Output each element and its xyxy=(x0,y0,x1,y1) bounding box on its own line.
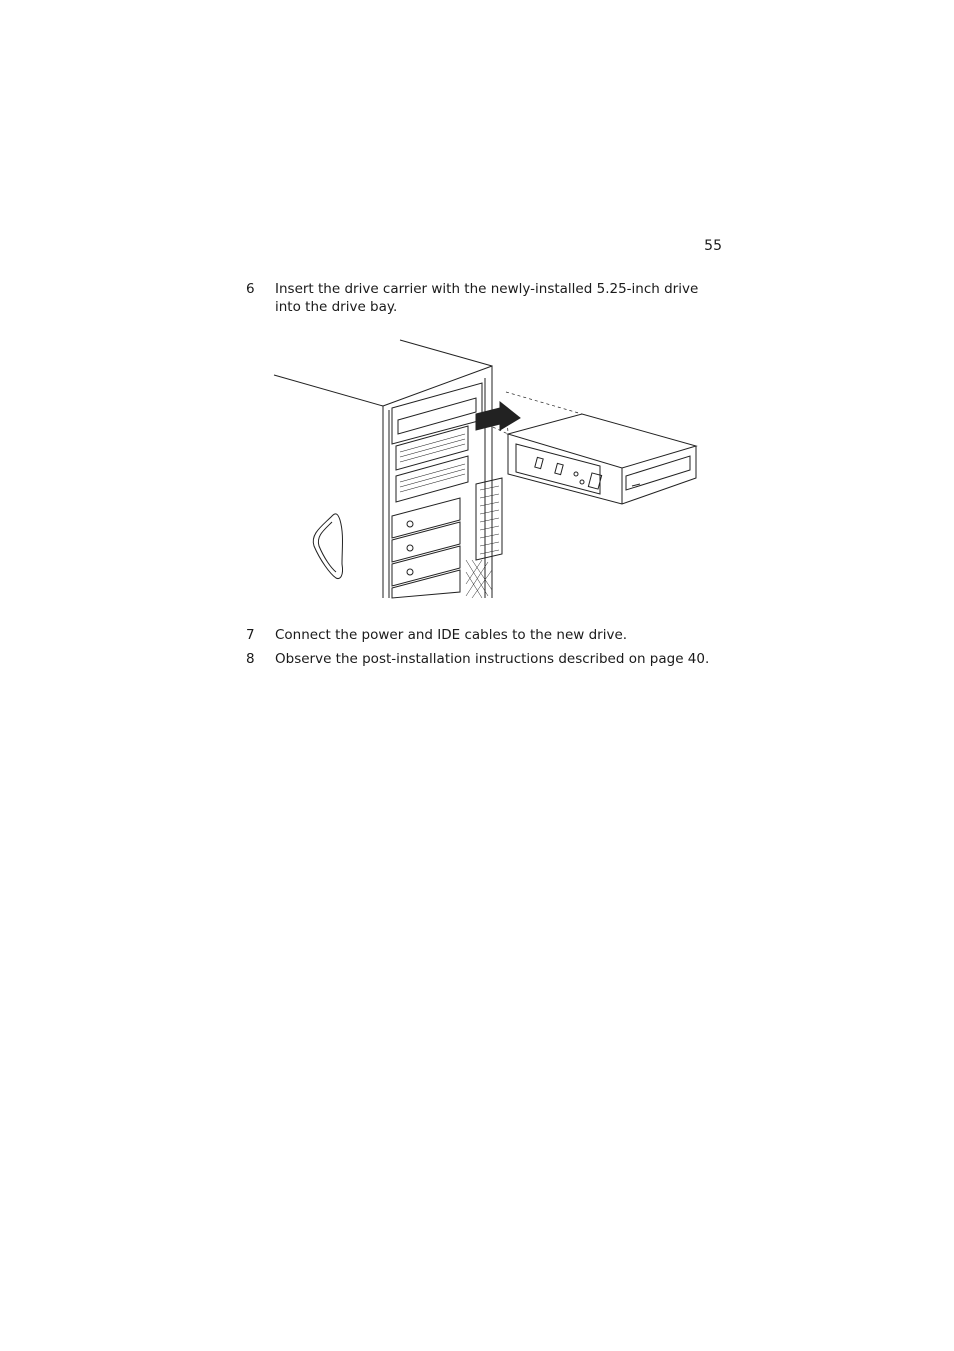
step-8 xyxy=(246,650,716,668)
step-text: Observe the post-installation instructions described on page 40. xyxy=(275,651,710,667)
drive-insertion-figure xyxy=(270,338,702,600)
drive-insertion-illustration-icon xyxy=(270,338,702,600)
step-text: Connect the power and IDE cables to the new drive. xyxy=(275,627,628,643)
step-text: Insert the drive carrier with the newly-installed 5.25-inch drive into the drive bay. xyxy=(275,281,699,315)
step-7 xyxy=(246,626,716,644)
step-6 xyxy=(246,280,716,316)
page-number: 55 xyxy=(704,238,722,254)
step-number: 6 xyxy=(246,281,255,297)
step-number: 8 xyxy=(246,651,255,667)
step-number: 7 xyxy=(246,627,255,643)
